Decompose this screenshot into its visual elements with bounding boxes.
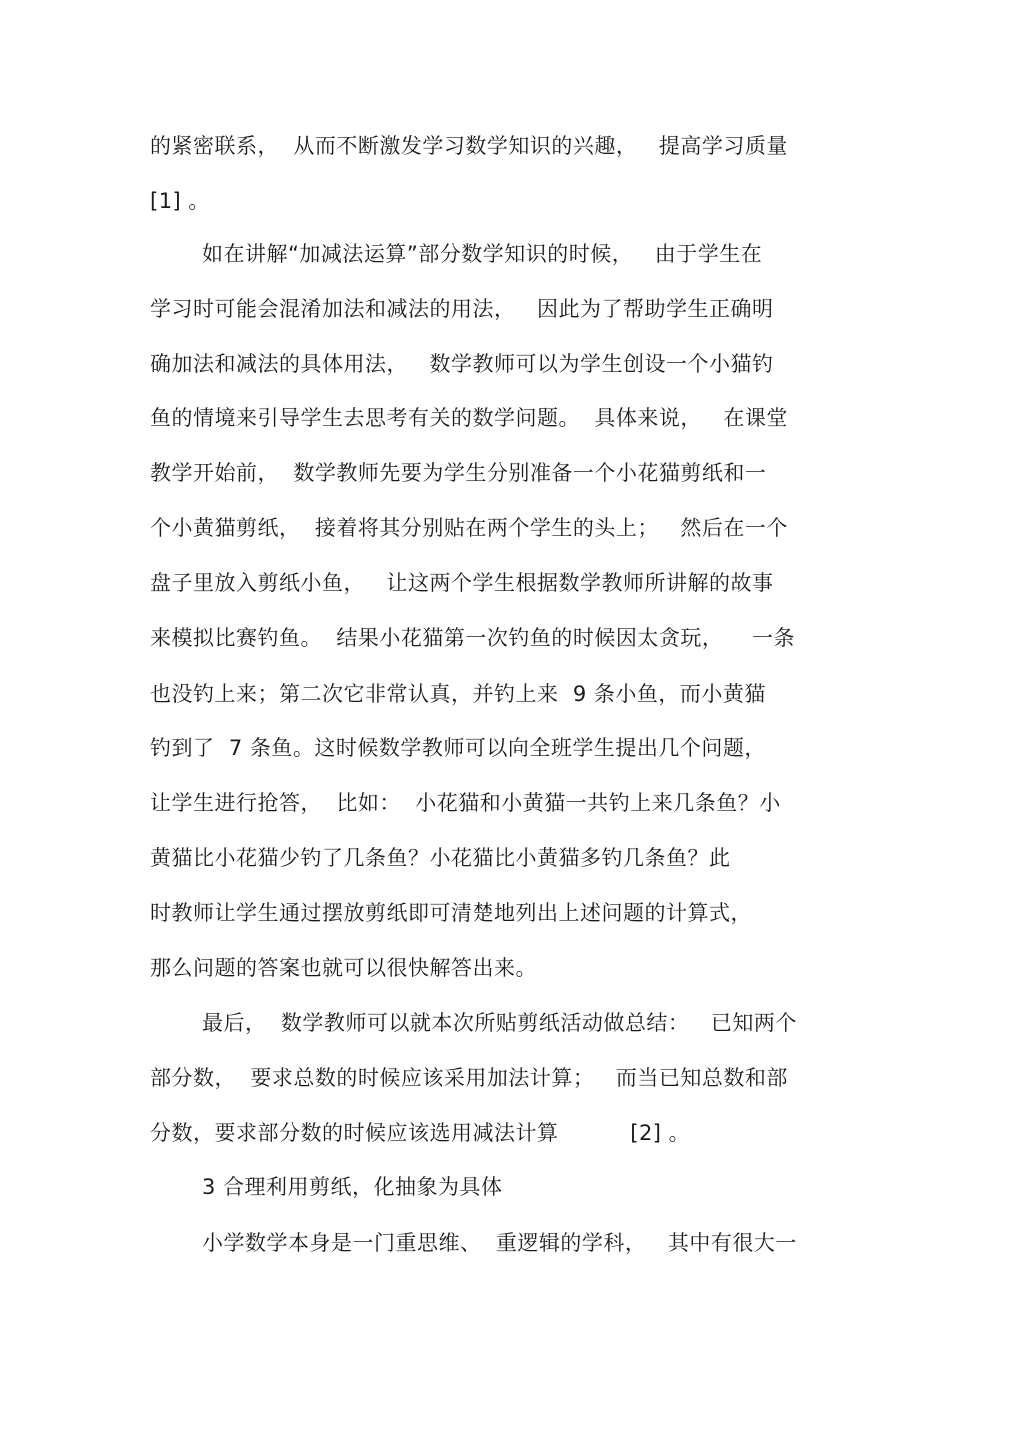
text-line: 个小黄猫剪纸， 接着将其分别贴在两个学生的头上； 然后在一个 (150, 516, 788, 540)
text-line: 分数，要求部分数的时候应该选用减法计算 [2] 。 (150, 1121, 691, 1145)
text-line: 也没钓上来；第二次它非常认真，并钓上来 9 条小鱼，而小黄猫 (150, 682, 766, 706)
text-line: [1] 。 (150, 189, 210, 213)
text-line: 学习时可能会混淆加法和减法的用法， 因此为了帮助学生正确明 (150, 297, 774, 321)
text-line: 如在讲解“加减法运算”部分数学知识的时候， 由于学生在 (202, 242, 763, 266)
text-line: 部分数， 要求总数的时候应该采用加法计算； 而当已知总数和部 (150, 1066, 788, 1090)
text-line: 黄猫比小花猫少钓了几条鱼？小花猫比小黄猫多钓几条鱼？此 (150, 846, 731, 870)
text-line: 鱼的情境来引导学生去思考有关的数学问题。 具体来说， 在课堂 (150, 406, 788, 430)
text-line: 教学开始前， 数学教师先要为学生分别准备一个小花猫剪纸和一 (150, 461, 767, 485)
text-line: 小学数学本身是一门重思维、 重逻辑的学科， 其中有很大一 (202, 1231, 797, 1255)
text-line: 的紧密联系， 从而不断激发学习数学知识的兴趣， 提高学习质量 (150, 134, 788, 158)
section-heading: 3 合理利用剪纸，化抽象为具体 (202, 1175, 503, 1199)
text-line: 让学生进行抢答， 比如： 小花猫和小黄猫一共钓上来几条鱼？小 (150, 791, 781, 815)
text-line: 钓到了 7 条鱼。这时候数学教师可以向全班学生提出几个问题， (150, 736, 766, 760)
text-line: 那么问题的答案也就可以很快解答出来。 (150, 956, 537, 980)
text-line: 来模拟比赛钓鱼。 结果小花猫第一次钓鱼的时候因太贪玩， 一条 (150, 626, 796, 650)
text-line: 最后， 数学教师可以就本次所贴剪纸活动做总结： 已知两个 (202, 1011, 797, 1035)
text-line: 盘子里放入剪纸小鱼， 让这两个学生根据数学教师所讲解的故事 (150, 571, 774, 595)
text-line: 确加法和减法的具体用法， 数学教师可以为学生创设一个小猫钓 (150, 352, 774, 376)
text-line: 时教师让学生通过摆放剪纸即可清楚地列出上述问题的计算式， (150, 901, 752, 925)
